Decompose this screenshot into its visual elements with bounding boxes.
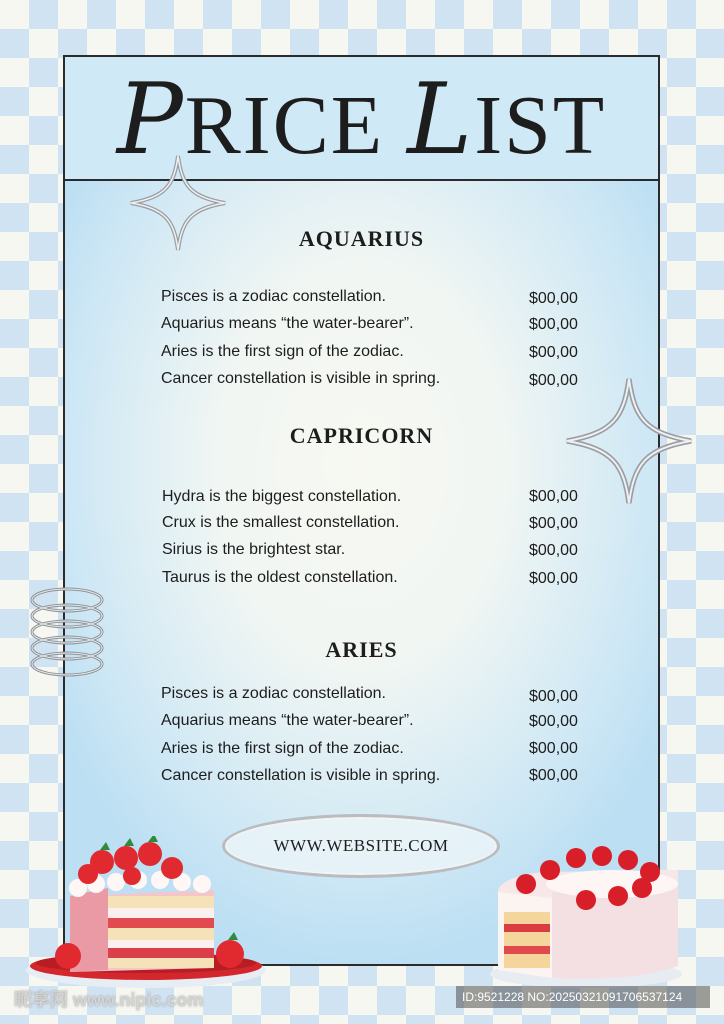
price-value: $00,00 (529, 290, 578, 307)
list-item: Hydra is the biggest constellation. (162, 488, 402, 505)
list-item: Aquarius means “the water-bearer”. (161, 315, 414, 332)
list-item: Aquarius means “the water-bearer”. (161, 712, 414, 729)
section-title-capricorn: CAPRICORN (289, 423, 434, 448)
price-value: $00,00 (529, 316, 578, 333)
price-value: $00,00 (529, 688, 578, 705)
list-item: Sirius is the brightest star. (162, 541, 346, 558)
price-value: $00,00 (529, 488, 578, 505)
price-value: $00,00 (529, 713, 578, 730)
section-title-aquarius: AQUARIUS (298, 226, 425, 251)
list-item: Crux is the smallest constellation. (162, 514, 400, 531)
section-title-aries: ARIES (325, 637, 398, 662)
list-item: Pisces is a zodiac constellation. (161, 288, 386, 305)
metal-rings-icon (28, 584, 106, 684)
price-value: $00,00 (529, 740, 578, 757)
price-value: $00,00 (529, 515, 578, 532)
watermark-left: 昵享网 www.nipic.com (14, 990, 204, 1010)
cake-slice-image (22, 836, 270, 994)
list-item: Taurus is the oldest constellation. (162, 569, 398, 586)
price-value: $00,00 (529, 570, 578, 587)
price-value: $00,00 (529, 344, 578, 361)
website-badge: WWW.WEBSITE.COM (222, 814, 500, 878)
price-value: $00,00 (529, 542, 578, 559)
sparkle-star-icon (128, 153, 228, 253)
price-value: $00,00 (529, 767, 578, 784)
price-value: $00,00 (529, 372, 578, 389)
list-item: Pisces is a zodiac constellation. (161, 685, 386, 702)
list-item: Aries is the first sign of the zodiac. (161, 740, 404, 757)
watermark-id: ID:9521228 NO:20250321091706537124 (456, 986, 710, 1008)
list-item: Cancer constellation is visible in spring. (161, 370, 441, 387)
page-title: PRICE LIST (116, 63, 607, 177)
strawberry-cake-image (482, 842, 684, 992)
list-item: Cancer constellation is visible in spring. (161, 767, 441, 784)
sparkle-star-icon (563, 375, 695, 507)
list-item: Aries is the first sign of the zodiac. (161, 343, 404, 360)
